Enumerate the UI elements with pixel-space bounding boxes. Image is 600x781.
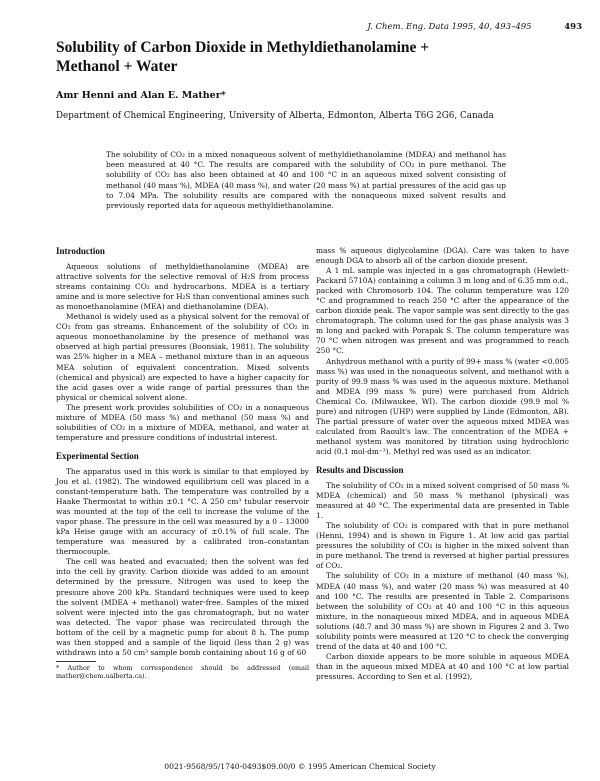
- running-head: [367, 22, 582, 32]
- corresponding-author-footnote: * Author to whom correspondence should be addressed (email mather@chem.ualberta.ca).: [56, 663, 309, 680]
- journal-citation: J. Chem. Eng. Data 1995, 40, 493–495: [367, 22, 532, 32]
- results-paragraph-2: The solubility of CO₂ is compared with that in pure methanol (Henni, 1994) and is shown in Figure 1. At low acid gas partial pressures the solubility of CO₂ is higher in the mixed solvent than in pure methanol. The trend is reversed at higher partial pressures of CO₂.: [316, 521, 569, 571]
- authors: Amr Henni and Alan E. Mather*: [56, 90, 226, 101]
- results-paragraph-4: Carbon dioxide appears to be more soluble in aqueous MDEA than in the aqueous mixed MDEA at 40 and 100 °C at low partial pressures. According to Sen et al. (1992),: [316, 651, 569, 681]
- title-line-1: Solubility of Carbon Dioxide in Methyldiethanolamine +: [56, 39, 430, 56]
- right-column: [316, 246, 569, 682]
- title-line-2: Methanol + Water: [56, 58, 178, 75]
- continued-paragraph: mass % aqueous diglycolamine (DGA). Care was taken to have enough DGA to absorb all of the carbon dioxide present.: [316, 246, 569, 266]
- footnote-rule: [56, 661, 96, 662]
- materials-paragraph: Anhydrous methanol with a purity of 99+ mass % (water <0.005 mass %) was used in the nonaqueous solvent, and methanol with a purity of 99.9 mass % was used in the aqueous mixture. Methanol and MDEA (99 mass % pure) were purchased from Aldrich Chemical Co. (Milwaukee, WI). The carbon dioxide (99.9 mol % pure) and nitrogen (UHP) were supplied by Linde (Edmonton, AB). The partial pressure of water over the aqueous mixed MDEA was calculated from Raoult's law. The concentration of the MDEA + methanol system was monitored by titration using hydrochloric acid (0.1 mol·dm⁻³). Methyl red was used as an indicator.: [316, 356, 569, 456]
- experimental-paragraph-1: The apparatus used in this work is similar to that employed by Jou et al. (1982). The windowed equilibrium cell was placed in a constant-temperature bath. The temperature was controlled by a Haake Thermostat to within ±0.1 °C. A 250 cm³ tubular reservoir was mounted at the top of the cell to increase the volume of the vapor phase. The pressure in the cell was measured by a 0 – 13000 kPa Heise gauge with an accuracy of ±0.1% of full scale. The temperature was measured by a calibrated iron–constantan thermocouple.: [56, 466, 309, 557]
- left-column: [56, 246, 309, 680]
- affiliation: Department of Chemical Engineering, University of Alberta, Edmonton, Alberta T6G 2G6, Canada: [56, 111, 494, 121]
- page-footer: 0021-9568/95/1740-0493$09.00/0 © 1995 American Chemical Society: [164, 762, 436, 771]
- intro-paragraph-3: The present work provides solubilities of CO₂ in a nonaqueous mixture of MDEA (50 mass %) and methanol (50 mass %) and solubilities of CO₂ in a mixture of MDEA, methanol, and water at temperature and pressure conditions of industrial interest.: [56, 402, 309, 442]
- introduction-heading: Introduction: [56, 246, 105, 256]
- experimental-paragraph-2: The cell was heated and evacuated; then the solvent was fed into the cell by gravity. Carbon dioxide was added to an amount determined by the pressure. Nitrogen was used to keep the pressure above 200 kPa. Standard techniques were used to keep the solvent (MDEA + methanol) water-free. Samples of the mixed solvent were injected into the gas chromatograph, but no water was detected. The vapor phase was recirculated through the bottom of the cell by a magnetic pump for about 8 h. The pump was then stopped and a sample of the liquid (less than 2 g) was withdrawn into a 50 cm³ sample bomb containing about 16 g of 60: [56, 557, 309, 657]
- results-paragraph-3: The solubility of CO₂ in a mixture of methanol (40 mass %), MDEA (40 mass %), and water (20 mass %) was measured at 40 and 100 °C. The results are presented in Table 2. Comparisons between the solubility of CO₂ at 40 and 100 °C in this aqueous mixture, in the nonaqueous mixed MDEA, and in aqueous MDEA solutions (48.7 and 30 mass %) are shown in Figures 2 and 3. Two solubility points were measured at 120 °C to check the converging trend of the data at 40 and 100 °C.: [316, 571, 569, 651]
- results-paragraph-1: The solubility of CO₂ in a mixed solvent comprised of 50 mass % MDEA (chemical) and 50 mass % methanol (physical) was measured at 40 °C. The experimental data are presented in Table 1.: [316, 481, 569, 521]
- gc-paragraph: A 1 mL sample was injected in a gas chromatograph (Hewlett-Packard 5710A) containing a column 3 m long and of 6.35 mm o.d., packed with Chromosorb 104. The column temperature was 120 °C and programmed to reach 250 °C after the appearance of the carbon dioxide peak. The vapor sample was sent directly to the gas chromatograph. The column used for the gas phase analysis was 3 m long and packed with Porapak S. The column temperature was 70 °C when nitrogen was present and was programmed to reach 250 °C.: [316, 266, 569, 356]
- article-title: [56, 38, 546, 76]
- intro-paragraph-2: Methanol is widely used as a physical solvent for the removal of CO₂ from gas streams. Enhancement of the solubility of CO₂ in aqueous monoethanolamine by the presence of methanol was observed at high partial pressures (Boonsiak, 1981). The solubility was 25% higher in a MEA – methanol mixture than in an aqueous MEA solution of equivalent concentration. Mixed solvents (chemical and physical) are expected to have a higher capacity for the acid gases over a wide range of partial pressures than the physical or chemical solvent alone.: [56, 312, 309, 402]
- experimental-heading: Experimental Section: [56, 450, 139, 461]
- abstract: The solubility of CO₂ in a mixed nonaqueous solvent of methyldiethanolamine (MDEA) and methanol has been measured at 40 °C. The results are compared with the solubility of CO₂ in pure methanol. The solubility of CO₂ has also been obtained at 40 and 100 °C in an aqueous mixed solvent consisting of methanol (40 mass %), MDEA (40 mass %), and water (20 mass %) at partial pressures of the acid gas up to 7.04 MPa. The solubility results are compared with the nonaqueous mixed solvent results and previously reported data for aqueous methyldiethanolamine.: [106, 150, 506, 211]
- results-heading: Results and Discussion: [316, 464, 404, 475]
- intro-paragraph-1: Aqueous solutions of methyldiethanolamine (MDEA) are attractive solvents for the selective removal of H₂S from process streams containing CO₂ and hydrocarbons. MDEA is a tertiary amine and is more selective for H₂S than conventional amines such as monoethanolamine (MEA) and diethanolamine (DEA).: [56, 262, 309, 312]
- page-number: 493: [564, 22, 582, 32]
